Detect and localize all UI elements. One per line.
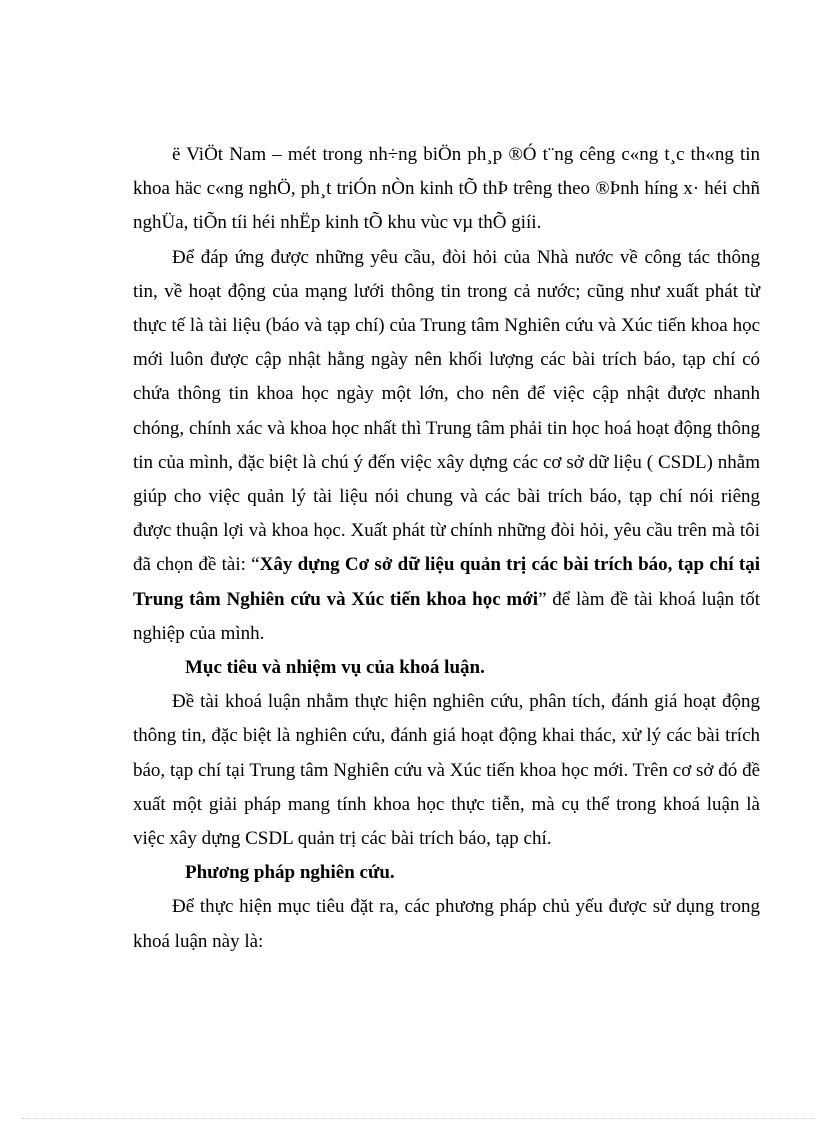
document-body: [133, 138, 760, 959]
thesis-title: Xây dựng Cơ sở dữ liệu quản trị các bài trích báo, tạp chí tại Trung tâm Nghiên cứu và Xúc tiến khoa học mới: [133, 554, 760, 610]
rationale-text: Để đáp ứng được những yêu cầu, đòi hỏi của Nhà nước về công tác thông tin, về hoạt động của mạng lưới thông tin trong cả nước; cũng như xuất phát từ thực tế là tài liệu (báo và tạp chí) của Trung tâm Nghiên cứu và Xúc tiến khoa học mới luôn được cập nhật hằng ngày nên khối lượng các bài trích báo, tạp chí có chứa thông tin khoa học ngày một lớn, cho nên để việc cập nhật được nhanh chóng, chính xác và khoa học nhất thì Trung tâm phải tin học hoá hoạt động thông tin của mình, đặc biệt là chú ý đến việc xây dựng các cơ sở dữ liệu ( CSDL) nhằm giúp cho việc quản lý tài liệu nói chung và các bài trích báo, tạp chí nói riêng được thuận lợi và khoa học. Xuất phát từ chính những đòi hỏi, yêu cầu trên mà tôi đã chọn đề tài: “: [133, 246, 760, 576]
rationale-closing: ” để làm đề tài khoá luận tốt nghiệp của mình.: [133, 588, 761, 644]
section-heading-methods: Phương pháp nghiên cứu.: [185, 862, 395, 884]
paragraph-rationale: [133, 241, 760, 651]
paragraph-intro-continuation: ë ViÖt Nam – mét trong nh÷ng biÖn ph¸p ®Ó t¨ng cêng c«ng t¸c th«ng tin khoa häc c«ng nghÖ, ph¸t triÓn nÒn kinh tÕ thÞ trêng theo ®Þnh híng x· héi chñ nghÜa, tiÕn tíi héi nhËp kinh tÕ khu vùc vµ thÕ giíi.: [133, 144, 760, 234]
paragraph-objectives: Đề tài khoá luận nhằm thực hiện nghiên cứu, phân tích, đánh giá hoạt động thông tin, đặc biệt là nghiên cứu, đánh giá hoạt động khai thác, xử lý các bài trích báo, tạp chí tại Trung tâm Nghiên cứu và Xúc tiến khoa học mới. Trên cơ sở đó đề xuất một giải pháp mang tính khoa học thực tiễn, mà cụ thể trong khoá luận là việc xây dựng CSDL quản trị các bài trích báo, tạp chí.: [133, 691, 760, 850]
paragraph-methods: Để thực hiện mục tiêu đặt ra, các phương pháp chủ yếu được sử dụng trong khoá luận này là:: [133, 896, 760, 952]
section-heading-objectives: Mục tiêu và nhiệm vụ của khoá luận.: [185, 657, 485, 679]
page-bottom-divider: [22, 1118, 816, 1119]
